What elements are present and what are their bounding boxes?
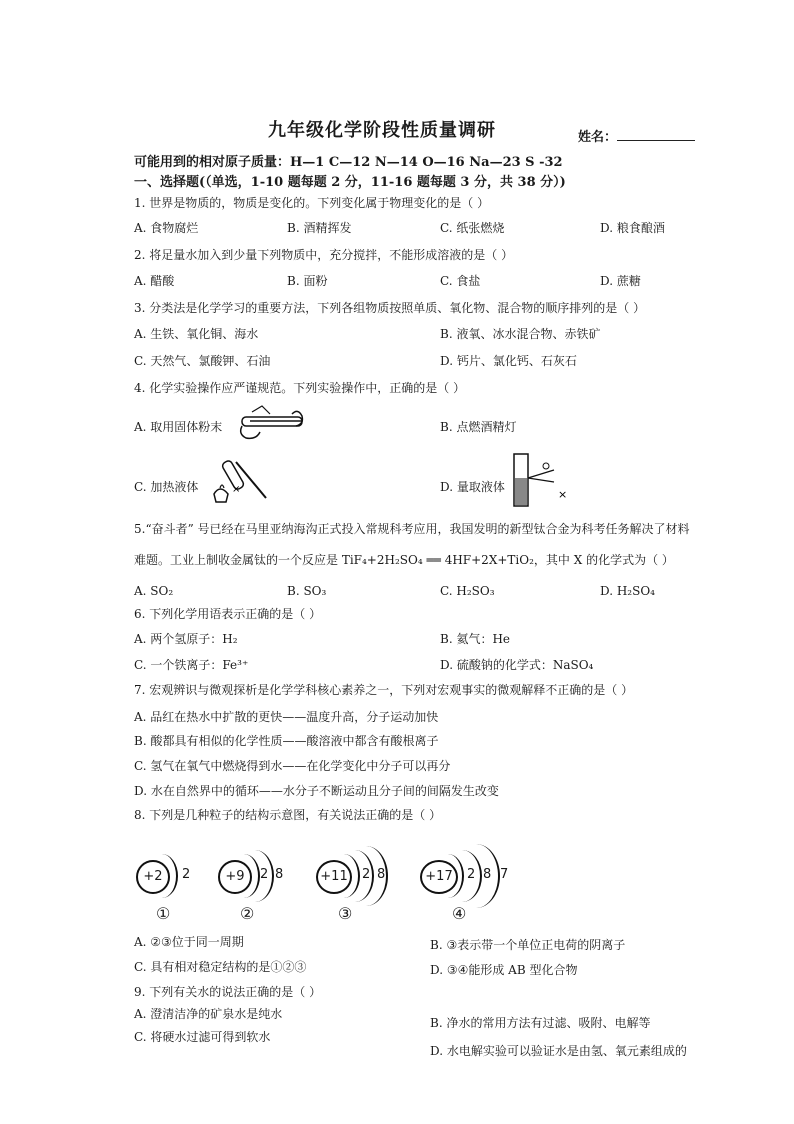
atom-3-shell-1: 2 xyxy=(362,867,371,882)
q1-option-b[interactable]: B. 酒精挥发 xyxy=(287,221,352,235)
q1-option-a[interactable]: A. 食物腐烂 xyxy=(134,221,199,235)
q4-stem: 4. 化学实验操作应严谨规范。下列实验操作中，正确的是（ ） xyxy=(134,381,466,395)
q7-option-c[interactable]: C. 氢气在氧气中燃烧得到水——在化学变化中分子可以再分 xyxy=(134,759,451,773)
atom-1-shell-1: 2 xyxy=(182,867,191,882)
svg-text:×: × xyxy=(558,488,568,501)
atom-diagram-2 xyxy=(218,858,298,928)
q5-stem-line2: 难题。工业上制收金属钛的一个反应是 TiF₄+2H₂SO₄ ══ 4HF+2X+TiO₂，其中 X 的化学式为（ ） xyxy=(134,553,674,567)
page-title: 九年级化学阶段性质量调研 xyxy=(268,120,496,141)
q4-option-c[interactable]: C. 加热液体 xyxy=(134,480,199,494)
q1-option-d[interactable]: D. 粮食酿酒 xyxy=(600,221,665,235)
q4-option-d[interactable]: D. 量取液体 xyxy=(440,480,505,494)
q2-option-c[interactable]: C. 食盐 xyxy=(440,274,481,288)
atom-1-label: ① xyxy=(156,904,171,923)
q6-option-d[interactable]: D. 硫酸钠的化学式：NaSO₄ xyxy=(440,658,594,672)
powder-in-test-tube-image xyxy=(232,404,312,440)
q7-option-b[interactable]: B. 酸都具有相似的化学性质——酸溶液中都含有酸根离子 xyxy=(134,734,439,748)
atom-3-label: ③ xyxy=(338,904,353,923)
q5-option-c[interactable]: C. H₂SO₃ xyxy=(440,584,495,598)
atom-4-shell-2: 8 xyxy=(483,867,492,882)
atom-4-shell-1: 2 xyxy=(467,867,476,882)
atom-2-shell-2: 8 xyxy=(275,867,284,882)
q2-option-b[interactable]: B. 面粉 xyxy=(287,274,328,288)
q8-option-d[interactable]: D. ③④能形成 AB 型化合物 xyxy=(430,963,578,977)
atom-diagram-1 xyxy=(136,858,206,928)
q3-stem: 3. 分类法是化学学习的重要方法，下列各组物质按照单质、氧化物、混合物的顺序排列的是（ ） xyxy=(134,301,646,315)
q3-option-c[interactable]: C. 天然气、氯酸钾、石油 xyxy=(134,354,271,368)
measuring-cylinder-image xyxy=(510,452,576,508)
q7-option-a[interactable]: A. 品红在热水中扩散的更快——温度升高，分子运动加快 xyxy=(134,710,439,724)
q5-option-a[interactable]: A. SO₂ xyxy=(134,584,174,598)
q6-option-a[interactable]: A. 两个氢原子：H₂ xyxy=(134,632,238,646)
q6-option-c[interactable]: C. 一个铁离子：Fe³⁺ xyxy=(134,658,249,672)
q1-option-c[interactable]: C. 纸张燃烧 xyxy=(440,221,505,235)
atom-2-label: ② xyxy=(240,904,255,923)
q9-stem: 9. 下列有关水的说法正确的是（ ） xyxy=(134,985,322,999)
q6-stem: 6. 下列化学用语表示正确的是（ ） xyxy=(134,607,322,621)
q5-option-d[interactable]: D. H₂SO₄ xyxy=(600,584,655,598)
atom-2-shell-1: 2 xyxy=(260,867,269,882)
atom-1-nucleus: +2 xyxy=(136,860,170,894)
atomic-masses: 可能用到的相对原子质量：H—1 C—12 N—14 O—16 Na—23 S -32 xyxy=(134,155,563,170)
atom-2-nucleus: +9 xyxy=(218,860,252,894)
section-heading: 一、选择题(（单选，1-10 题每题 2 分，11-16 题每题 3 分，共 38 分）) xyxy=(134,175,566,190)
atom-2-shell-b xyxy=(236,850,274,902)
q9-option-d[interactable]: D. 水电解实验可以验证水是由氢、氧元素组成的 xyxy=(430,1044,687,1058)
q6-option-b[interactable]: B. 氦气：He xyxy=(440,632,511,646)
atom-4-shell-c xyxy=(452,844,500,908)
atom-4-nucleus: +17 xyxy=(420,860,458,894)
q2-stem: 2. 将足量水加入到少量下列物质中，充分搅拌，不能形成溶液的是（ ） xyxy=(134,248,514,262)
name-label: 姓名： xyxy=(578,130,618,145)
q8-option-b[interactable]: B. ③表示带一个单位正电荷的阴离子 xyxy=(430,938,626,952)
q5-option-b[interactable]: B. SO₃ xyxy=(287,584,327,598)
q8-option-c[interactable]: C. 具有相对稳定结构的是①②③ xyxy=(134,960,307,974)
q4-option-b[interactable]: B. 点燃酒精灯 xyxy=(440,420,517,434)
atom-4-label: ④ xyxy=(452,904,467,923)
q4-option-a[interactable]: A. 取用固体粉末 xyxy=(134,420,223,434)
name-blank[interactable] xyxy=(617,130,695,141)
atom-diagram-4 xyxy=(420,858,520,928)
name-field[interactable] xyxy=(578,126,695,145)
q2-option-d[interactable]: D. 蔗糖 xyxy=(600,274,641,288)
q8-stem: 8. 下列是几种粒子的结构示意图，有关说法正确的是（ ） xyxy=(134,808,442,822)
atom-3-shell-2: 8 xyxy=(377,867,386,882)
q8-option-a[interactable]: A. ②③位于同一周期 xyxy=(134,935,244,949)
q7-stem: 7. 宏观辨识与微观探析是化学学科核心素养之一，下列对宏观事实的微观解释不正确的是（ ） xyxy=(134,683,634,697)
q7-option-d[interactable]: D. 水在自然界中的循环——水分子不断运动且分子间的间隔发生改变 xyxy=(134,784,499,798)
atom-3-nucleus: +11 xyxy=(316,860,352,894)
atom-1-shell xyxy=(146,854,178,898)
q1-stem: 1. 世界是物质的，物质是变化的。下列变化属于物理变化的是（ ） xyxy=(134,196,490,210)
svg-text:×: × xyxy=(232,484,241,495)
atom-diagram-3 xyxy=(316,858,406,928)
q2-option-a[interactable]: A. 醋酸 xyxy=(134,274,175,288)
q9-option-c[interactable]: C. 将硬水过滤可得到软水 xyxy=(134,1030,271,1044)
heating-liquid-image xyxy=(208,452,278,504)
q9-option-b[interactable]: B. 净水的常用方法有过滤、吸附、电解等 xyxy=(430,1016,651,1030)
atom-4-shell-3: 7 xyxy=(500,867,509,882)
q9-option-a[interactable]: A. 澄清洁净的矿泉水是纯水 xyxy=(134,1007,283,1021)
q3-option-b[interactable]: B. 液氧、冰水混合物、赤铁矿 xyxy=(440,327,601,341)
q3-option-a[interactable]: A. 生铁、氧化铜、海水 xyxy=(134,327,259,341)
q3-option-d[interactable]: D. 钙片、氯化钙、石灰石 xyxy=(440,354,577,368)
q5-stem-line1: 5.“奋斗者” 号已经在马里亚纳海沟正式投入常规科考应用，我国发明的新型钛合金为科考任务解决了材料 xyxy=(134,522,690,536)
